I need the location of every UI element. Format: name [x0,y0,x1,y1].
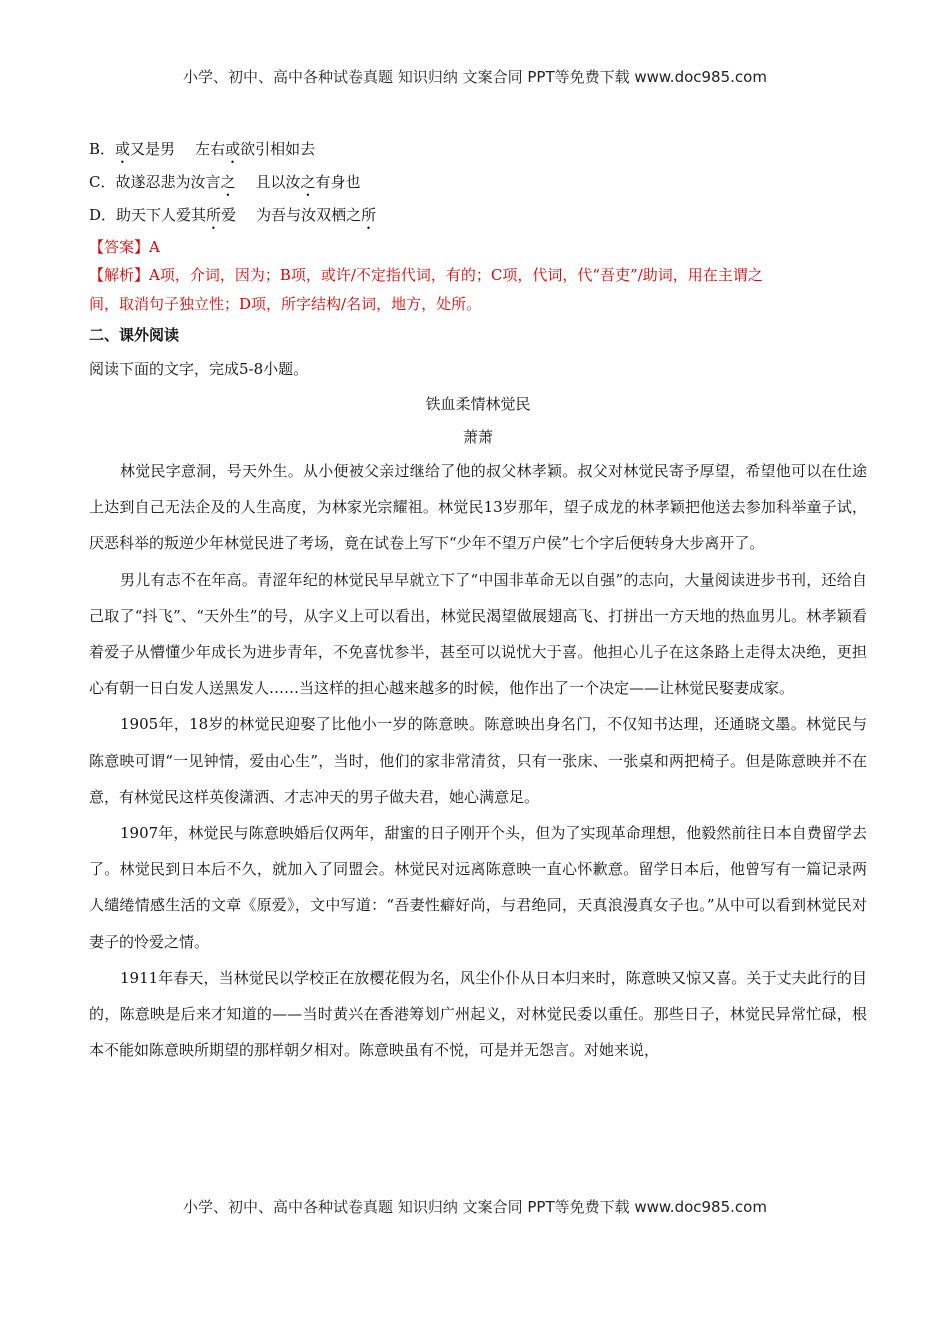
emphasized-char: 所 [206,206,222,224]
option-text: 故遂忍悲为汝言 [115,173,221,191]
analysis-tag: 【解析】 [89,266,150,284]
emphasized-char: 所 [361,206,377,224]
emphasized-char: 或 [225,140,241,158]
article-paragraph-3: 1905年，18岁的林觉民迎娶了比他小一岁的陈意映。陈意映出身名门，不仅知书达理，还通晓文墨。林觉民与陈意映可谓“一见钟情，爱由心生”，当时，他们的家非常清贫，只有一张床、一张桌和两把椅子。但是陈意映并不在意，有林觉民这样英俊潇洒、才志冲天的男子做夫君，她心满意足。 [89,715,867,806]
option-text: 左右 [195,140,226,158]
emphasized-char: 之 [300,173,316,191]
option-text: 爱 [221,206,237,224]
article-paragraph-1: 林觉民字意洞，号天外生。从小便被父亲过继给了他的叔父林孝颖。叔父对林觉民寄予厚望，希望他可以在仕途上达到自己无法企及的人生高度，为林家光宗耀祖。林觉民13岁那年，望子成龙的林孝颖把他送去参加科举童子试，厌恶科举的叛逆少年林觉民进了考场，竟在试卷上写下“少年不望万户侯”七个字后便转身大步离开了。 [89,462,867,553]
page-footer: 小学、初中、高中各种试卷真题 知识归纳 文案合同 PPT等免费下载 www.doc985.com [183,1198,767,1216]
option-d [89,200,867,233]
document-body [89,134,867,1068]
analysis-text: A项，介词，因为；B项，或许/不定指代词，有的；C项，代词，代“吾吏”/助词，用在主谓之 [149,266,763,284]
article-paragraph-2: 男儿有志不在年高。青涩年纪的林觉民早早就立下了“中国非革命无以自强”的志向，大量阅读进步书刊，还给自己取了“抖飞”、“天外生”的号，从字义上可以看出，林觉民渴望做展翅高飞、打拼出一方天地的热血男儿。林孝颖看着爱子从懵懂少年成长为进步青年，不免喜忧参半，甚至可以说忧大于喜。他担心儿子在这条路上走得太决绝，更担心有朝一日白发人送黑发人……当这样的担心越来越多的时候，他作出了一个决定——让林觉民娶妻成家。 [89,570,867,698]
answer-line [89,233,867,261]
article-title: 铁血柔情林觉民 [425,395,531,413]
analysis-line-2: 间，取消句子独立性；D项，所字结构/名词，地方，处所。 [89,295,482,313]
section-instruction: 阅读下面的文字，完成5-8小题。 [89,360,309,378]
analysis-line-1 [89,261,867,290]
page-header: 小学、初中、高中各种试卷真题 知识归纳 文案合同 PPT等免费下载 www.doc985.com [183,68,767,86]
answer-tag: 【答案】 [89,238,150,256]
option-text: 为吾与汝双栖之 [256,206,362,224]
emphasized-char: 之 [220,173,236,191]
option-text: 助天下人爱其 [116,206,207,224]
option-text: 且以汝 [255,173,301,191]
option-label: D． [89,206,117,224]
section-title: 二、课外阅读 [89,326,180,344]
option-c [89,167,867,200]
option-text: 欲引相如去 [240,140,316,158]
option-text: 又是男 [130,140,176,158]
article-author: 萧萧 [462,428,493,446]
option-label: B． [89,140,116,158]
option-b [89,134,867,167]
article-paragraph-5: 1911年春天，当林觉民以学校正在放樱花假为名，风尘仆仆从日本归来时，陈意映又惊又喜。关于丈夫此行的目的，陈意映是后来才知道的——当时黄兴在香港筹划广州起义，对林觉民委以重任。那些日子，林觉民异常忙碌，根本不能如陈意映所期望的那样朝夕相对。陈意映虽有不悦，可是并无怨言。对她来说， [89,968,867,1060]
article-paragraph-4: 1907年，林觉民与陈意映婚后仅两年，甜蜜的日子刚开个头，但为了实现革命理想，他毅然前往日本自费留学去了。林觉民到日本后不久，就加入了同盟会。林觉民对远离陈意映一直心怀歉意。留学日本后，他曾写有一篇记录两人缱绻情感生活的文章《原爱》，文中写道：“吾妻性癖好尚，与君绝同，天真浪漫真女子也。”从中可以看到林觉民对妻子的怜爱之情。 [89,824,867,951]
emphasized-char: 或 [115,140,131,158]
option-label: C． [89,173,116,191]
answer-value: A [149,238,160,256]
option-text: 有身也 [315,173,361,191]
